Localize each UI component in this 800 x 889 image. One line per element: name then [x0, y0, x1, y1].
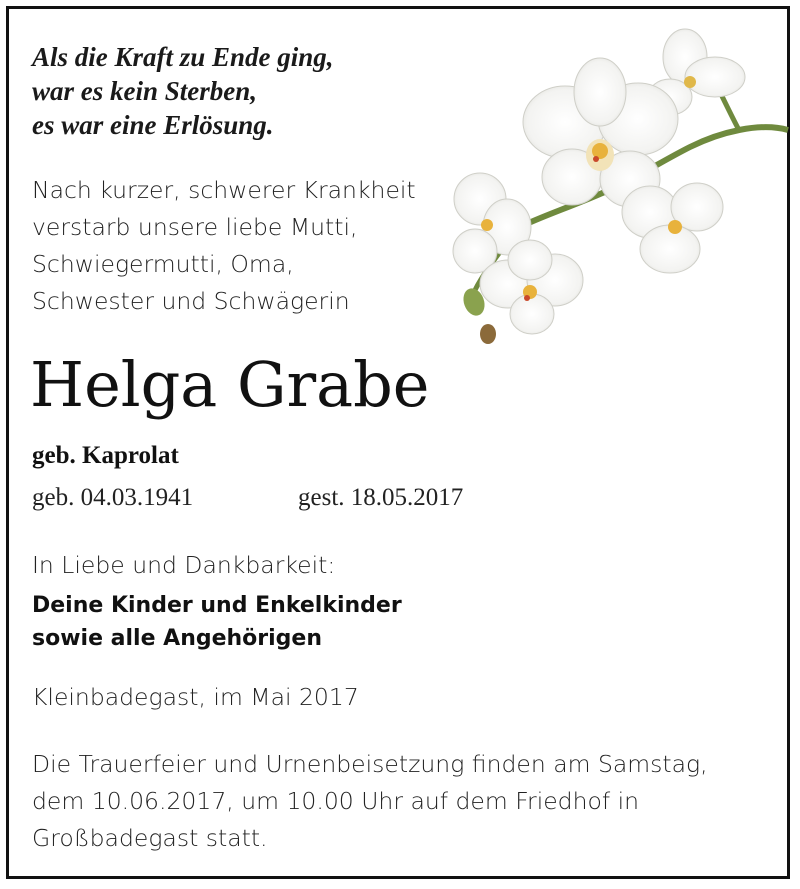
life-dates	[32, 484, 463, 512]
funeral-notice	[32, 746, 708, 857]
deceased-name: Helga Grabe	[30, 348, 430, 421]
intro-text	[32, 172, 416, 320]
intro-line: Schwester und Schwägerin	[32, 287, 350, 315]
mourners-intro: In Liebe und Dankbarkeit:	[32, 551, 336, 579]
mourners-line: sowie alle Angehörigen	[32, 626, 323, 651]
funeral-line: Die Trauerfeier und Urnenbeisetzung finden am Samstag,	[32, 750, 708, 778]
poem-line: es war eine Erlösung.	[32, 110, 274, 140]
mourners-line: Deine Kinder und Enkelkinder	[32, 593, 402, 618]
place-date: Kleinbadegast, im Mai 2017	[32, 683, 359, 711]
poem-line: war es kein Sterben,	[32, 76, 258, 106]
intro-line: Schwiegermutti, Oma,	[32, 250, 294, 278]
birth-date: geb. 04.03.1941	[32, 484, 194, 511]
maiden-name: geb. Kaprolat	[32, 442, 179, 469]
intro-line: Nach kurzer, schwerer Krankheit	[32, 176, 416, 204]
funeral-line: Großbadegast statt.	[32, 824, 268, 852]
death-date: gest. 18.05.2017	[298, 484, 464, 511]
intro-line: verstarb unsere liebe Mutti,	[32, 213, 358, 241]
poem-line: Als die Kraft zu Ende ging,	[32, 42, 334, 72]
poem-verse	[32, 40, 334, 142]
mourners-list	[32, 589, 402, 655]
funeral-line: dem 10.06.2017, um 10.00 Uhr auf dem Friedhof in	[32, 787, 640, 815]
orchid-image	[440, 22, 790, 352]
